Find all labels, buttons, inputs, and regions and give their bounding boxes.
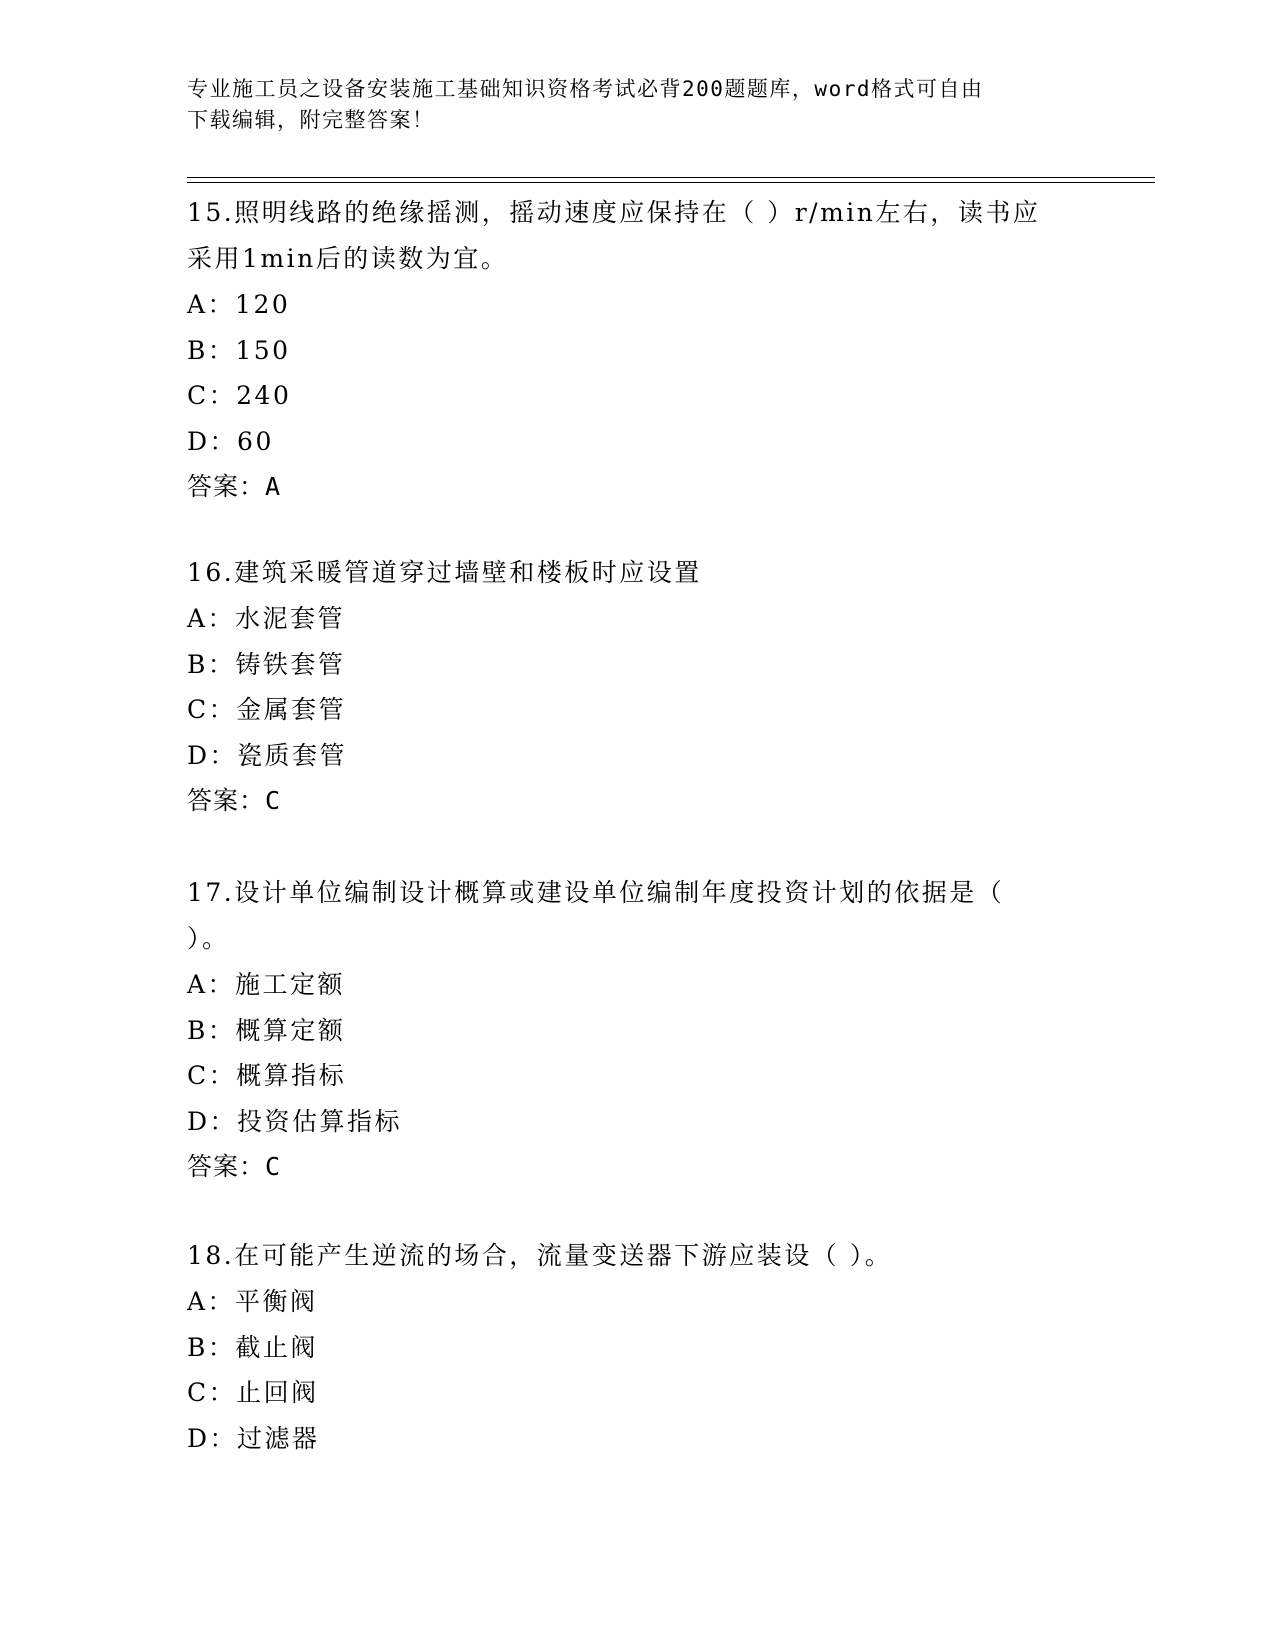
option-d: D：过滤器 xyxy=(187,1423,320,1453)
option-d: D：60 xyxy=(187,426,274,456)
option-d: D：投资估算指标 xyxy=(187,1106,403,1136)
option-b: B：铸铁套管 xyxy=(187,649,346,679)
document-header xyxy=(187,74,1087,136)
option-a: A：水泥套管 xyxy=(187,604,346,633)
question-15 xyxy=(187,190,1087,510)
header-divider-bottom xyxy=(187,182,1155,183)
option-a: A：平衡阀 xyxy=(187,1287,318,1316)
header-divider-top xyxy=(187,177,1155,178)
question-stem-line: 15.照明线路的绝缘摇测，摇动速度应保持在（ ）r/min左右，读书应 xyxy=(187,198,1041,227)
header-line-1: 专业施工员之设备安装施工基础知识资格考试必背200题题库，word格式可自由 xyxy=(187,77,984,101)
question-stem-line: 16.建筑采暖管道穿过墙壁和楼板时应设置 xyxy=(187,558,702,587)
question-stem-line: 17.设计单位编制设计概算或建设单位编制年度投资计划的依据是（ xyxy=(187,878,1005,907)
answer-text: 答案：C xyxy=(187,786,282,815)
question-17 xyxy=(187,870,1087,1190)
answer-text: 答案：A xyxy=(187,472,282,501)
question-16 xyxy=(187,550,1087,824)
option-c: C：240 xyxy=(187,381,292,410)
option-d: D：瓷质套管 xyxy=(187,740,348,770)
option-b: B：概算定额 xyxy=(187,1015,346,1045)
option-b: B：截止阀 xyxy=(187,1332,318,1362)
option-b: B：150 xyxy=(187,335,291,365)
option-c: C：金属套管 xyxy=(187,695,347,724)
option-a: A：施工定额 xyxy=(187,970,346,999)
header-line-2: 下载编辑，附完整答案！ xyxy=(187,108,435,132)
question-18 xyxy=(187,1233,1087,1461)
option-a: A：120 xyxy=(187,290,291,319)
question-stem-line: 18.在可能产生逆流的场合，流量变送器下游应装设（ ）。 xyxy=(187,1241,893,1270)
question-stem-line: ）。 xyxy=(187,924,230,953)
answer-text: 答案：C xyxy=(187,1152,282,1181)
option-c: C：止回阀 xyxy=(187,1378,319,1407)
question-stem-line: 采用1min后的读数为宜。 xyxy=(187,244,509,273)
option-c: C：概算指标 xyxy=(187,1061,347,1090)
